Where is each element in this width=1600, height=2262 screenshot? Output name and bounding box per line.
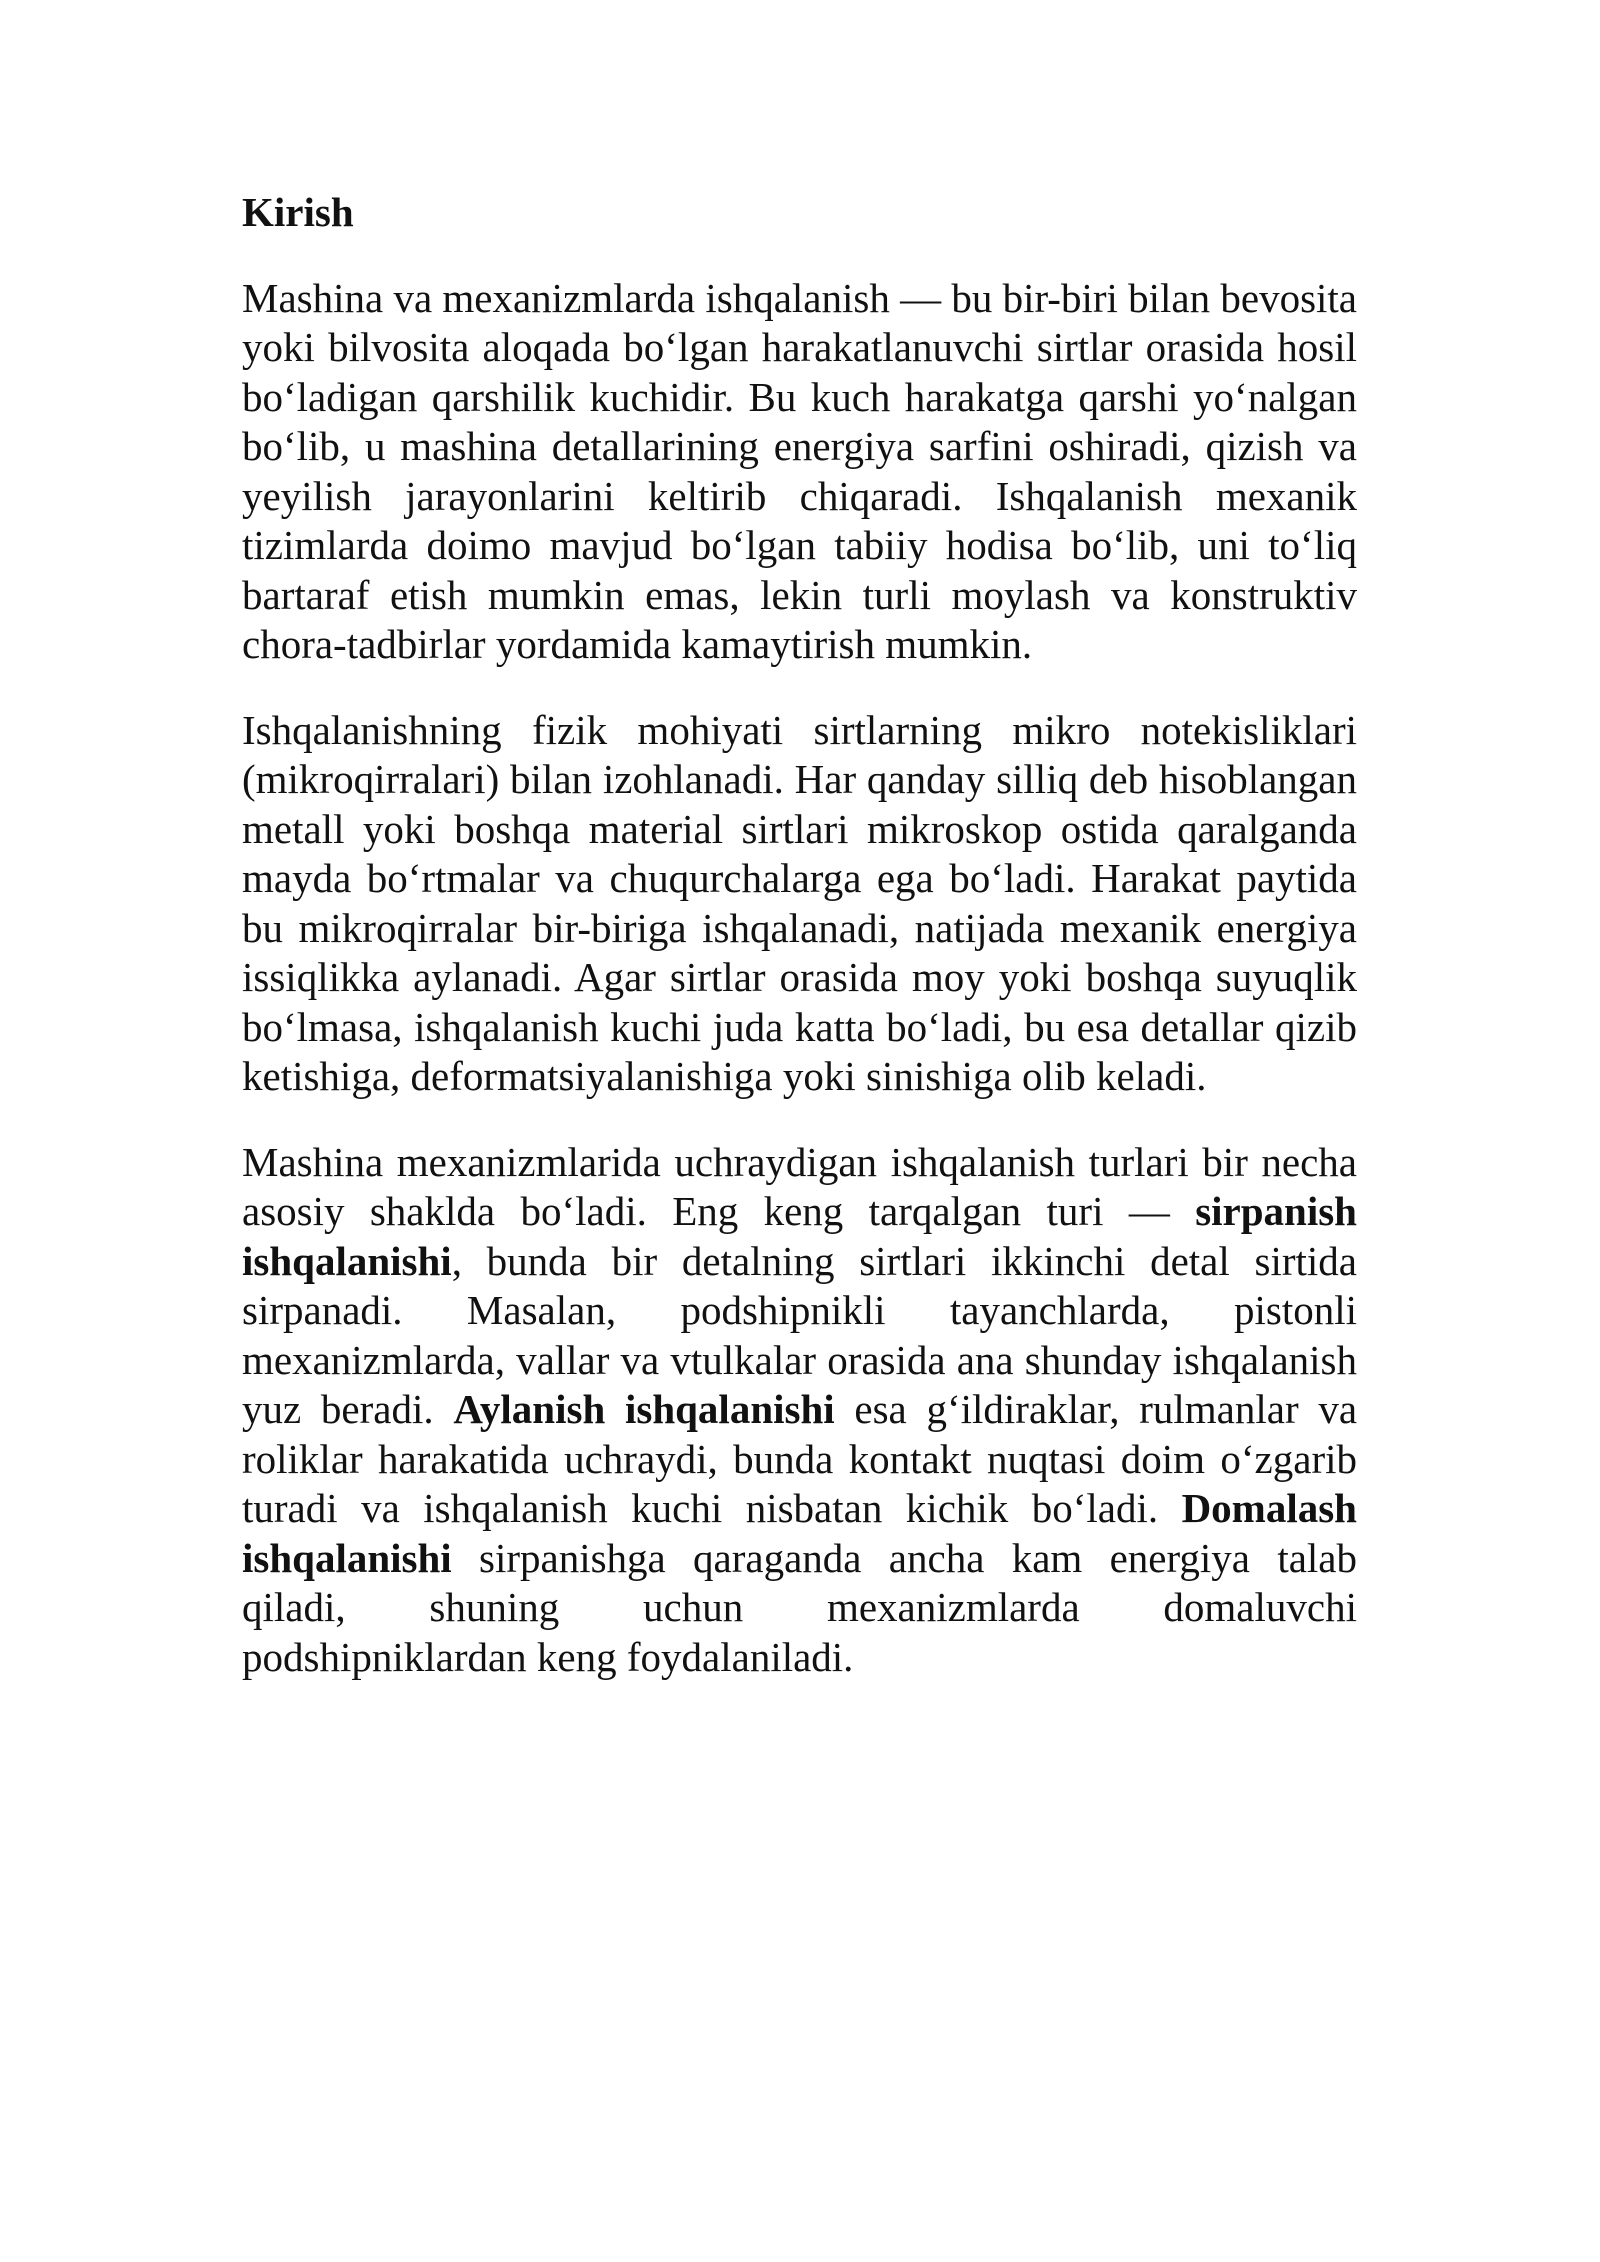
paragraph-3: [242, 1138, 1357, 1683]
paragraph-3-text-2: , bunda bir detalning sirtlari ikkinchi detal sirtida sirpanadi. Masalan, podshipnikli tayanchlarda, pistonli mexanizmlarda, vallar va vtulkalar orasida ana shunday ishqalanish yuz beradi.: [242, 1237, 1357, 1432]
term-rotational-friction: Aylanish ishqalanishi: [453, 1386, 835, 1432]
paragraph-3-text-4: sirpanishga qaraganda ancha kam energiya talab qiladi, shuning uchun mexanizmlarda domaluvchi podshipniklardan keng foydalaniladi.: [242, 1534, 1357, 1680]
term-rolling-friction: Domalash ishqalanishi: [242, 1485, 1357, 1581]
paragraph-1: Mashina va mexanizmlarda ishqalanish — bu bir-biri bilan bevosita yoki bilvosita aloqada bo‘lgan harakatlanuvchi sirtlar orasida hosil bo‘ladigan qarshilik kuchidir. Bu kuch harakatga qarshi yo‘nalgan bo‘lib, u mashina detallarining energiya sarfini oshiradi, qizish va yeyilish jarayonlarini keltirib chiqaradi. Ishqalanish mexanik tizimlarda doimo mavjud bo‘lgan tabiiy hodisa bo‘lib, uni to‘liq bartaraf etish mumkin emas, lekin turli moylash va konstruktiv chora-tadbirlar yordamida kamaytirish mumkin.: [242, 274, 1358, 667]
paragraph-2: Ishqalanishning fizik mohiyati sirtlarning mikro notekisliklari (mikroqirralari) bilan izohlanadi. Har qanday silliq deb hisoblangan metall yoki boshqa material sirtlari mikroskop ostida qaralganda mayda bo‘rtmalar va chuqurchalarga ega bo‘ladi. Harakat paytida bu mikroqirralar bir-biriga ishqalanadi, natijada mexanik energiya issiqlikka aylanadi. Agar sirtlar orasida moy yoki boshqa suyuqlik bo‘lmasa, ishqalanish kuchi juda katta bo‘ladi, bu esa detallar qizib ketishiga, deformatsiyalanishiga yoki sinishiga olib keladi.: [242, 706, 1357, 1099]
section-heading: Kirish: [242, 189, 354, 235]
term-sliding-friction: sirpanish ishqalanishi: [242, 1188, 1357, 1284]
document-body: [242, 188, 1357, 1718]
paragraph-3-text-1: Mashina mexanizmlarida uchraydigan ishqalanish turlari bir necha asosiy shaklda bo‘ladi. Eng keng tarqalgan turi —: [242, 1138, 1357, 1234]
paragraph-3-text-3: esa g‘ildiraklar, rulmanlar va roliklar harakatida uchraydi, bunda kontakt nuqtasi doim o‘zgarib turadi va ishqalanish kuchi nisbatan kichik bo‘ladi.: [242, 1386, 1358, 1531]
